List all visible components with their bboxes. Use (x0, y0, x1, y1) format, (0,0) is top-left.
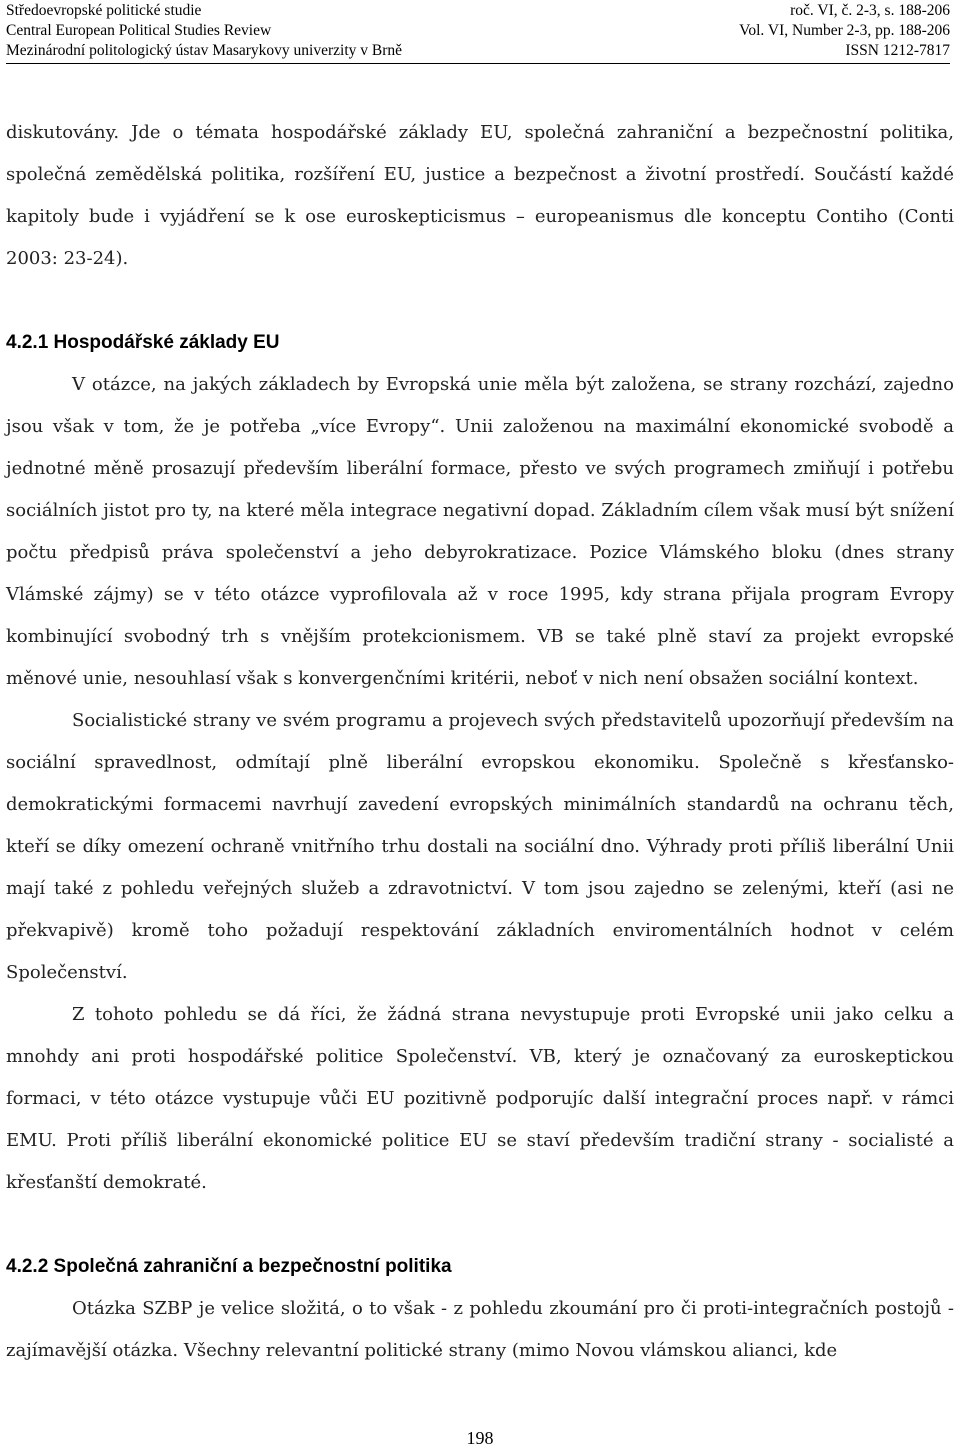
volume-cz: roč. VI, č. 2-3, s. 188-206 (790, 2, 950, 19)
header-left (6, 1, 402, 61)
header-divider (6, 63, 950, 64)
paragraph: Otázka SZBP je velice složitá, o to však - z pohledu zkoumání pro či proti-integračních postojů - zajímavější otázka. Všechny relevantní politické strany (mimo Novou vlámskou alianci, kde (6, 1298, 954, 1361)
section-heading-foreign-policy: 4.2.2 Společná zahraniční a bezpečnostní politika (6, 1256, 452, 1277)
publisher: Mezinárodní politologický ústav Masarykovy univerzity v Brně (6, 42, 403, 59)
section-heading-economic: 4.2.1 Hospodářské základy EU (6, 332, 280, 353)
spacer (6, 1204, 954, 1246)
page-number: 198 (466, 1428, 494, 1448)
journal-header (6, 0, 950, 64)
article-body (6, 112, 954, 1372)
intro-paragraph: diskutovány. Jde o témata hospodářské základy EU, společná zahraniční a bezpečnostní politika, společná zemědělská politika, rozšíření EU, justice a bezpečnost a životní prostředí. Součástí každé kapitoly bude i vyjádření se k ose euroskepticismus – europeanismus dle konceptu Contiho (Conti 2003: 23-24). (6, 122, 954, 269)
journal-title-en: Central European Political Studies Review (6, 22, 272, 39)
paragraph: Socialistické strany ve svém programu a projevech svých představitelů upozorňují především na sociální spravedlnost, odmítají plně liberální evropskou ekonomiku. Společně s křesťansko-demokratickými formacemi navrhují zavedení evropských minimálních standardů na ochranu těch, kteří se díky omezení ochraně vnitřního trhu dostali na sociální dno. Výhrady proti příliš liberální Unii mají také z pohledu veřejných služeb a zdravotnictví. V tom jsou zajedno se zelenými, kteří (asi ne překvapivě) kromě toho požadují respektování základních enviromentálních hodnot v celém Společenství. (6, 710, 954, 983)
journal-title-cz: Středoevropské politické studie (6, 2, 202, 19)
paragraph: V otázce, na jakých základech by Evropská unie měla být založena, se strany rozchází, zajedno jsou však v tom, že je potřeba „více Evropy“. Unii založenou na maximální ekonomické svobodě a jednotné měně prosazují především liberální formace, přesto ve svých programech zmiňují i potřebu sociálních jistot pro ty, na které měla integrace negativní dopad. Základním cílem však musí být snížení počtu předpisů práva společenství a jeho debyrokratizace. Pozice Vlámského bloku (dnes strany Vlámské zájmy) se v této otázce vyprofilovala až v roce 1995, kdy strana přijala program Evropy kombinující svobodný trh s vnějším protekcionismem. VB se také plně staví za projekt evropské měnové unie, nesouhlasí však s konvergenčními kritérii, neboť v nich není obsažen sociální kontext. (6, 374, 954, 689)
spacer (6, 280, 954, 322)
paragraph: Z tohoto pohledu se dá říci, že žádná strana nevystupuje proti Evropské unii jako celku a mnohdy ani proti hospodářské politice Společenství. VB, který je označovaný za euroskeptickou formaci, v této otázce vystupuje vůči EU pozitivně podporujíc další integrační proces např. v rámci EMU. Proti příliš liberální ekonomické politice EU se staví především tradiční strany - socialisté a křesťanští demokraté. (6, 1004, 954, 1193)
volume-en: Vol. VI, Number 2-3, pp. 188-206 (739, 22, 950, 39)
issn: ISSN 1212-7817 (845, 42, 950, 59)
header-right (739, 1, 950, 61)
